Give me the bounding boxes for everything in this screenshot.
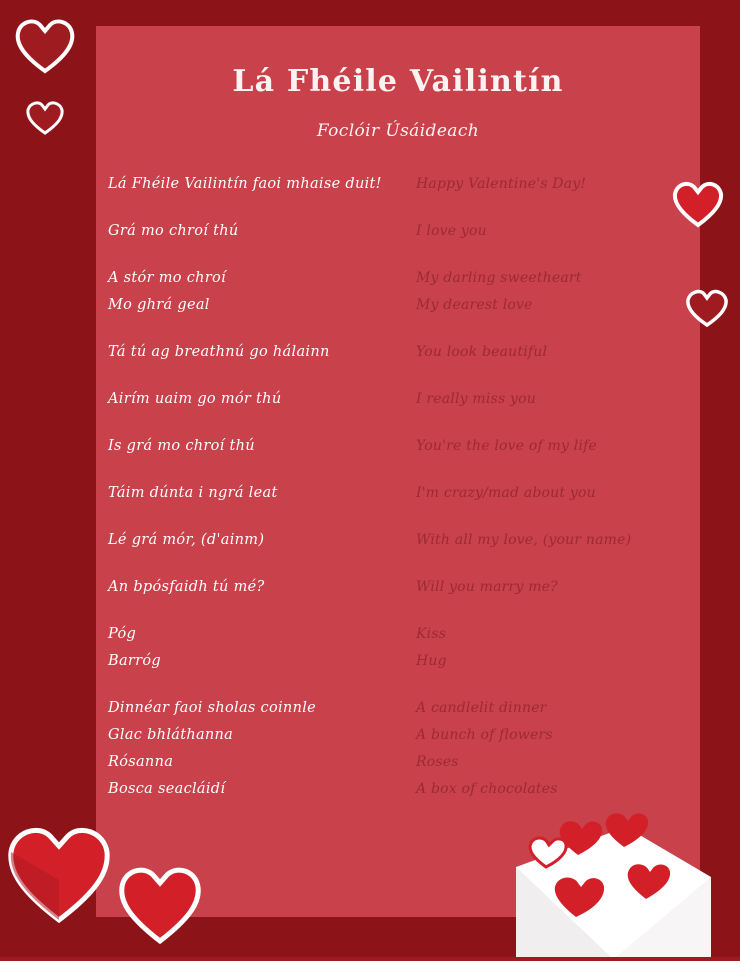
- phrase-row: [96, 433, 700, 460]
- phrase-irish: Dinnéar faoi sholas coinnle: [108, 700, 317, 716]
- phrase-row: [96, 776, 700, 803]
- phrase-group: [96, 527, 700, 554]
- phrase-irish: Bosca seacláidí: [108, 781, 226, 797]
- heart-outline-right-lower-icon: [686, 288, 728, 328]
- phrase-group: [96, 480, 700, 507]
- page-frame-left: [0, 0, 96, 957]
- phrase-english: I'm crazy/mad about you: [416, 485, 596, 501]
- heart-solid-right-upper-icon: [672, 180, 724, 228]
- phrase-english: You look beautiful: [416, 344, 548, 360]
- phrase-english: I really miss you: [416, 391, 536, 407]
- phrase-row: [96, 621, 700, 648]
- phrase-irish: Lé grá mór, (d'ainm): [108, 532, 265, 548]
- phrase-irish: Barróg: [108, 653, 161, 669]
- phrase-row: [96, 574, 700, 601]
- phrase-english: My dearest love: [416, 297, 533, 313]
- page-title: Lá Fhéile Vailintín: [232, 64, 564, 99]
- phrase-irish: Glac bhláthanna: [108, 727, 234, 743]
- phrase-row: [96, 480, 700, 507]
- phrase-row: [96, 171, 700, 198]
- heart-outline-small-left-icon: [26, 100, 64, 136]
- phrase-english: A box of chocolates: [416, 781, 558, 797]
- phrase-irish: Tá tú ag breathnú go hálainn: [108, 344, 330, 360]
- phrase-group: [96, 695, 700, 803]
- heart-solid-bottom-left-small-icon: [118, 862, 202, 944]
- phrase-group: [96, 339, 700, 366]
- phrase-row: [96, 386, 700, 413]
- phrase-irish: Grá mo chroí thú: [108, 223, 239, 239]
- phrase-english: I love you: [416, 223, 487, 239]
- phrase-irish: Lá Fhéile Vailintín faoi mhaise duit!: [108, 176, 382, 192]
- phrase-irish: An bpósfaidh tú mé?: [108, 579, 265, 595]
- phrase-irish: Táim dúnta i ngrá leat: [108, 485, 278, 501]
- phrase-irish: Is grá mo chroí thú: [108, 438, 255, 454]
- phrase-group: [96, 574, 700, 601]
- phrase-english: My darling sweetheart: [416, 270, 582, 286]
- phrase-row: [96, 648, 700, 675]
- page-subtitle: Foclóir Úsáideach: [316, 121, 480, 141]
- phrase-english: Kiss: [416, 626, 447, 642]
- phrase-group: [96, 265, 700, 319]
- phrase-list: [96, 171, 700, 803]
- phrase-irish: Póg: [108, 626, 137, 642]
- phrase-group: [96, 171, 700, 198]
- phrase-english: Happy Valentine's Day!: [416, 176, 587, 192]
- phrase-group: [96, 433, 700, 460]
- phrase-english: Will you marry me?: [416, 579, 558, 595]
- phrase-group: [96, 621, 700, 675]
- phrase-group: [96, 386, 700, 413]
- heart-outline-top-left-icon: [14, 16, 76, 74]
- phrase-row: [96, 695, 700, 722]
- content-card: [96, 26, 700, 917]
- phrase-row: [96, 527, 700, 554]
- phrase-english: A candlelit dinner: [416, 700, 547, 716]
- phrase-row: [96, 265, 700, 292]
- phrase-english: You're the love of my life: [416, 438, 597, 454]
- phrase-irish: A stór mo chroí: [108, 270, 226, 286]
- phrase-group: [96, 218, 700, 245]
- phrase-row: [96, 749, 700, 776]
- envelope-with-hearts-icon: [506, 807, 716, 957]
- heart-solid-bottom-left-icon: [6, 820, 112, 924]
- phrase-english: With all my love, (your name): [416, 532, 632, 548]
- phrase-row: [96, 339, 700, 366]
- phrase-row: [96, 218, 700, 245]
- phrase-irish: Airím uaim go mór thú: [108, 391, 282, 407]
- phrase-row: [96, 292, 700, 319]
- phrase-irish: Mo ghrá geal: [108, 297, 210, 313]
- phrase-irish: Rósanna: [108, 754, 174, 770]
- page-frame-top: [0, 0, 740, 26]
- phrase-english: A bunch of flowers: [416, 727, 553, 743]
- phrase-english: Roses: [416, 754, 459, 770]
- phrase-english: Hug: [416, 653, 447, 669]
- phrase-row: [96, 722, 700, 749]
